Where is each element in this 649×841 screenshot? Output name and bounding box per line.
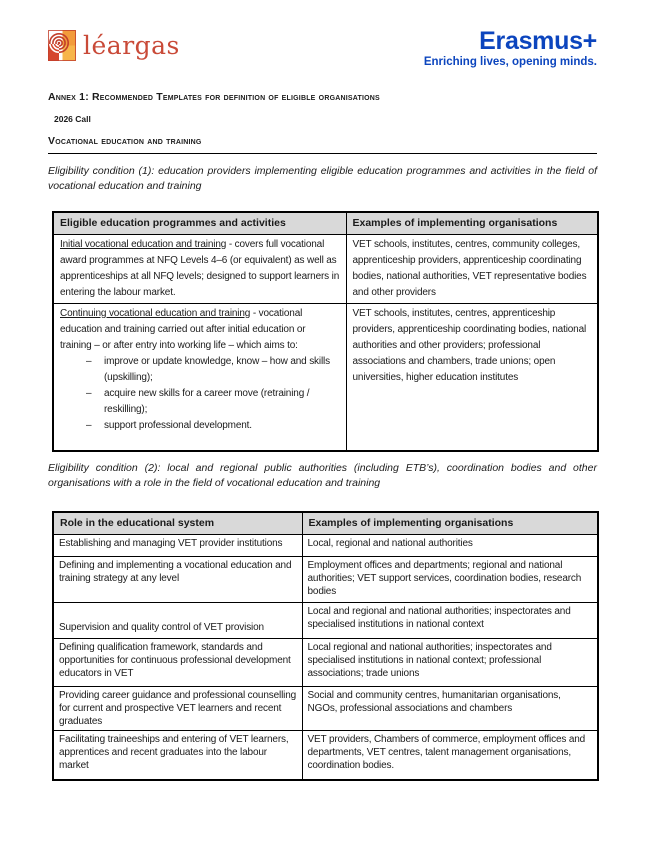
leargas-logo-icon xyxy=(48,30,76,61)
role-cell: Facilitating traineeships and entering of VET learners, apprentices and recent graduates into the labour market xyxy=(53,730,302,780)
examples-cell: VET providers, Chambers of commerce, employment offices and departments, VET centres, talent management organisations, coordination bodies. xyxy=(302,730,598,780)
table-row xyxy=(53,686,598,730)
eligibility-condition-2: Eligibility condition (2): local and regional public authorities (including ETB’s), coordination bodies and other organisations with a role in the field of vocational education and training xyxy=(48,462,597,489)
examples-cell: Local regional and national authorities; inspectorates and specialised institutions in national context; professional associations; trade unions xyxy=(302,638,598,686)
role-cell: Supervision and quality control of VET provision xyxy=(53,602,302,638)
list-item-text: support professional development. xyxy=(104,419,252,431)
table-header-row xyxy=(53,512,598,534)
list-item xyxy=(60,418,340,434)
erasmus-tagline: Enriching lives, opening minds. xyxy=(423,56,597,68)
dash-bullet-icon: – xyxy=(86,355,92,367)
section-heading: Vocational education and training xyxy=(48,135,597,154)
erasmus-logo-title: Erasmus+ xyxy=(479,27,597,55)
table-row xyxy=(53,303,598,451)
role-cell: Establishing and managing VET provider institutions xyxy=(53,534,302,556)
eligibility-condition-1: Eligibility condition (1): education providers implementing eligible education programmes and activities in the field of vocational education and training xyxy=(48,165,597,192)
examples-cell: VET schools, institutes, centres, apprenticeship providers, apprenticeship coordinating bodies, national authorities and other providers; professional associations and chambers, trade unions; open universities, higher education institutes xyxy=(346,303,598,451)
table-row xyxy=(53,730,598,780)
column-header-examples: Examples of implementing organisations xyxy=(346,212,598,234)
leargas-logo xyxy=(48,30,180,61)
programme-term: Initial vocational education and training xyxy=(60,238,227,250)
list-item xyxy=(60,386,340,418)
examples-cell: Local, regional and national authorities xyxy=(302,534,598,556)
table-row xyxy=(53,234,598,303)
column-header-programmes: Eligible education programmes and activities xyxy=(53,212,346,234)
table-row xyxy=(53,602,598,638)
dash-bullet-icon: – xyxy=(86,419,92,431)
examples-cell: Employment offices and departments; regional and national authorities; VET support services, coordination bodies, research bodies xyxy=(302,556,598,602)
annex-title: Annex 1: Recommended Templates for definition of eligible organisations xyxy=(48,91,380,103)
examples-cell: Local and regional and national authorities; inspectorates and specialised institutions in national context xyxy=(302,602,598,638)
examples-cell: Social and community centres, humanitarian organisations, NGOs, professional associations and chambers xyxy=(302,686,598,730)
call-year-label: 2026 Call xyxy=(54,114,91,124)
programme-term: Continuing vocational education and training xyxy=(60,307,251,319)
table-header-row xyxy=(53,212,598,234)
dash-bullet-icon: – xyxy=(86,387,92,399)
list-item xyxy=(60,354,340,386)
role-cell: Defining and implementing a vocational education and training strategy at any level xyxy=(53,556,302,602)
list-item-text: improve or update knowledge, know – how and skills (upskilling); xyxy=(104,355,330,383)
role-cell: Defining qualification framework, standards and opportunities for continuous professional development educators in VET xyxy=(53,638,302,686)
leargas-logo-text: léargas xyxy=(83,31,180,60)
role-cell: Providing career guidance and professional counselling for current and prospective VET learners and recent graduates xyxy=(53,686,302,730)
programme-definition: - covers full vocational award programmes at NFQ Levels 4–6 (or equivalent) as well as apprenticeships at all NFQ levels; designed to support learners in entering the labour market. xyxy=(60,238,340,298)
education-programmes-table xyxy=(52,211,599,452)
programme-cell xyxy=(53,303,346,451)
list-item-text: acquire new skills for a career move (retraining / reskilling); xyxy=(104,387,310,415)
programme-definition: - vocational education and training carried out after initial education or training – or after entry into working life – which aims to: xyxy=(60,307,306,351)
roles-table xyxy=(52,511,599,781)
examples-cell: VET schools, institutes, centres, community colleges, apprenticeship providers, apprenticeship coordinating bodies, national authorities, VET representative bodies and other providers xyxy=(346,234,598,303)
column-header-role: Role in the educational system xyxy=(53,512,302,534)
table-row xyxy=(53,556,598,602)
table-row xyxy=(53,534,598,556)
column-header-examples: Examples of implementing organisations xyxy=(302,512,598,534)
table-row xyxy=(53,638,598,686)
erasmus-logo xyxy=(424,28,597,68)
programme-cell xyxy=(53,234,346,303)
